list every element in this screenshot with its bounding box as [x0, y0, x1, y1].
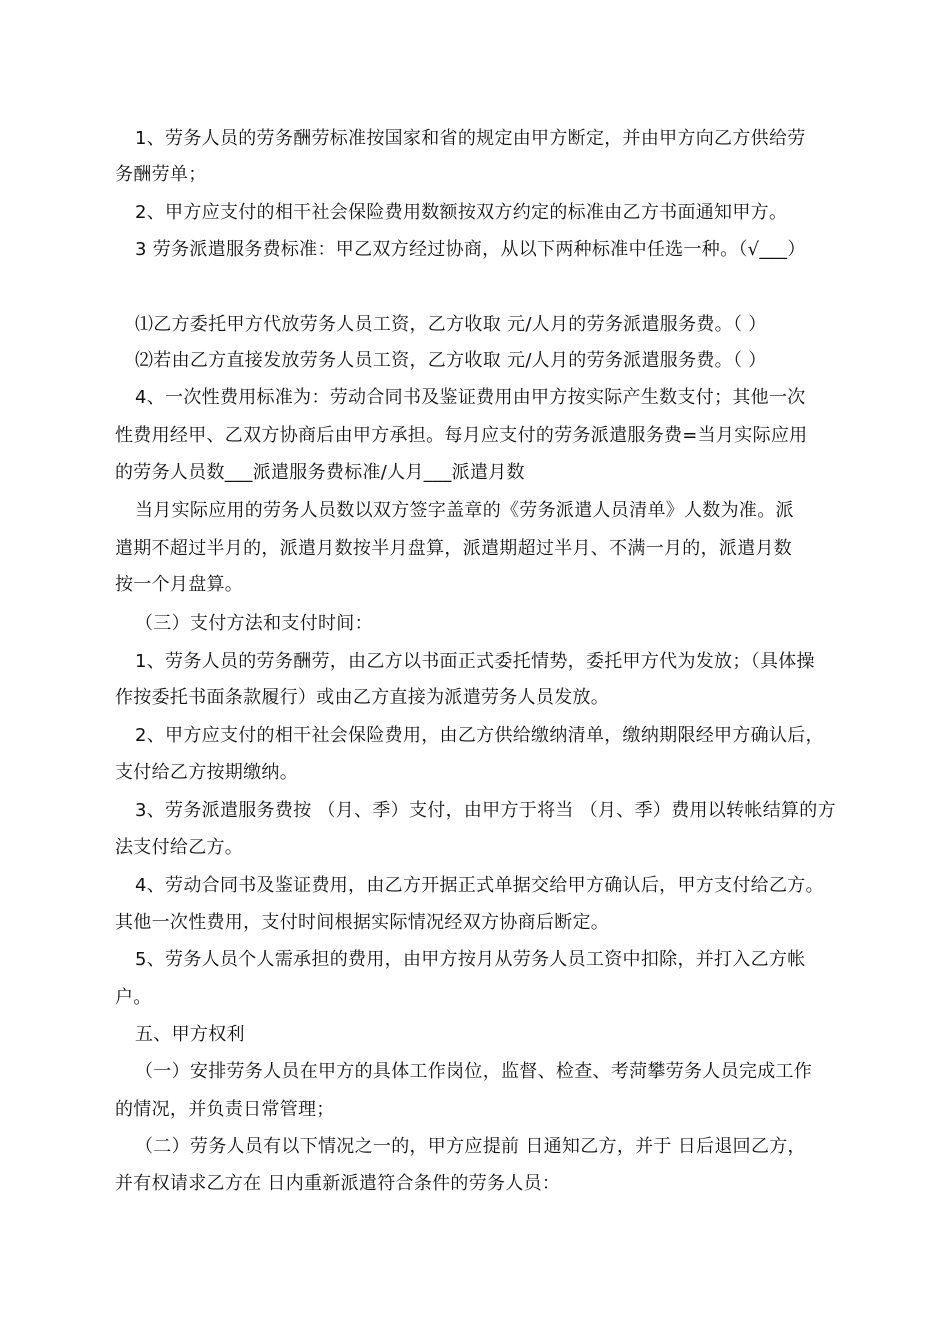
paragraph-line: 支付给乙方按期缴纳。: [115, 762, 298, 783]
paragraph-line: 作按委托书面条款履行）或由乙方直接为派遣劳务人员发放。: [115, 687, 610, 708]
paragraph-line: 2、甲方应支付的相干社会保险费用数额按双方约定的标准由乙方书面通知甲方。: [135, 202, 788, 223]
paragraph-line: ⑵若由乙方直接发放劳务人员工资，乙方收取 元/人月的劳务派遣服务费。（ ）: [135, 350, 767, 371]
paragraph-line: 的情况，并负责日常管理；: [115, 1099, 335, 1120]
paragraph-line: 户。: [115, 987, 152, 1008]
paragraph-line: （一）安排劳务人员在甲方的具体工作岗位，监督、检查、考菏攀劳务人员完成工作: [135, 1061, 813, 1082]
paragraph-line: 按一个月盘算。: [115, 574, 244, 595]
paragraph-line: 其他一次性费用，支付时间根据实际情况经双方协商后断定。: [115, 912, 610, 933]
section-heading: 五、甲方权利: [135, 1024, 245, 1045]
paragraph-line: 务酬劳单；: [115, 164, 207, 185]
paragraph-line: 2、甲方应支付的相干社会保险费用，由乙方供给缴纳清单，缴纳期限经甲方确认后，: [135, 725, 824, 746]
paragraph-line: 1、劳务人员的劳务酬劳标准按国家和省的规定由甲方断定，并由甲方向乙方供给劳: [135, 128, 806, 149]
paragraph-line: ⑴乙方委托甲方代放劳务人员工资，乙方收取 元/人月的劳务派遣服务费。（ ）: [135, 314, 767, 335]
paragraph-line: 法支付给乙方。: [115, 837, 244, 858]
paragraph-line: 5、劳务人员个人需承担的费用，由甲方按月从劳务人员工资中扣除，并打入乙方帐: [135, 949, 806, 970]
paragraph-line: 遣期不超过半月的，派遣月数按半月盘算，派遣期超过半月、不满一月的，派遣月数: [115, 538, 793, 559]
paragraph-line: 当月实际应用的劳务人员数以双方签字盖章的《劳务派遣人员清单》人数为准。派: [135, 500, 794, 521]
section-heading: （三）支付方法和支付时间：: [135, 613, 373, 634]
paragraph-line: 的劳务人员数___派遣服务费标准/人月___派遣月数: [115, 462, 525, 483]
paragraph-line: 4、一次性费用标准为：劳动合同书及鉴证费用由甲方按实际产生数支付；其他一次: [135, 387, 806, 408]
paragraph-line: 1、劳务人员的劳务酬劳，由乙方以书面正式委托情势，委托甲方代为发放；（具体操: [135, 651, 815, 672]
paragraph-line: 3 劳务派遣服务费标准：甲乙双方经过协商，从以下两种标准中任选一种。（√___）: [135, 239, 806, 260]
paragraph-line: 4、劳动合同书及鉴证费用，由乙方开据正式单据交给甲方确认后，甲方支付给乙方。: [135, 875, 824, 896]
paragraph-line: 3、劳务派遣服务费按 （月、季）支付，由甲方于将当 （月、季）费用以转帐结算的方: [135, 800, 836, 821]
paragraph-line: 并有权请求乙方在 日内重新派遣符合条件的劳务人员：: [115, 1173, 561, 1194]
paragraph-line: （二）劳务人员有以下情况之一的，甲方应提前 日通知乙方，并于 日后退回乙方，: [135, 1136, 806, 1157]
paragraph-line: 性费用经甲、乙双方协商后由甲方承担。每月应支付的劳务派遣服务费=当月实际应用: [115, 425, 808, 446]
